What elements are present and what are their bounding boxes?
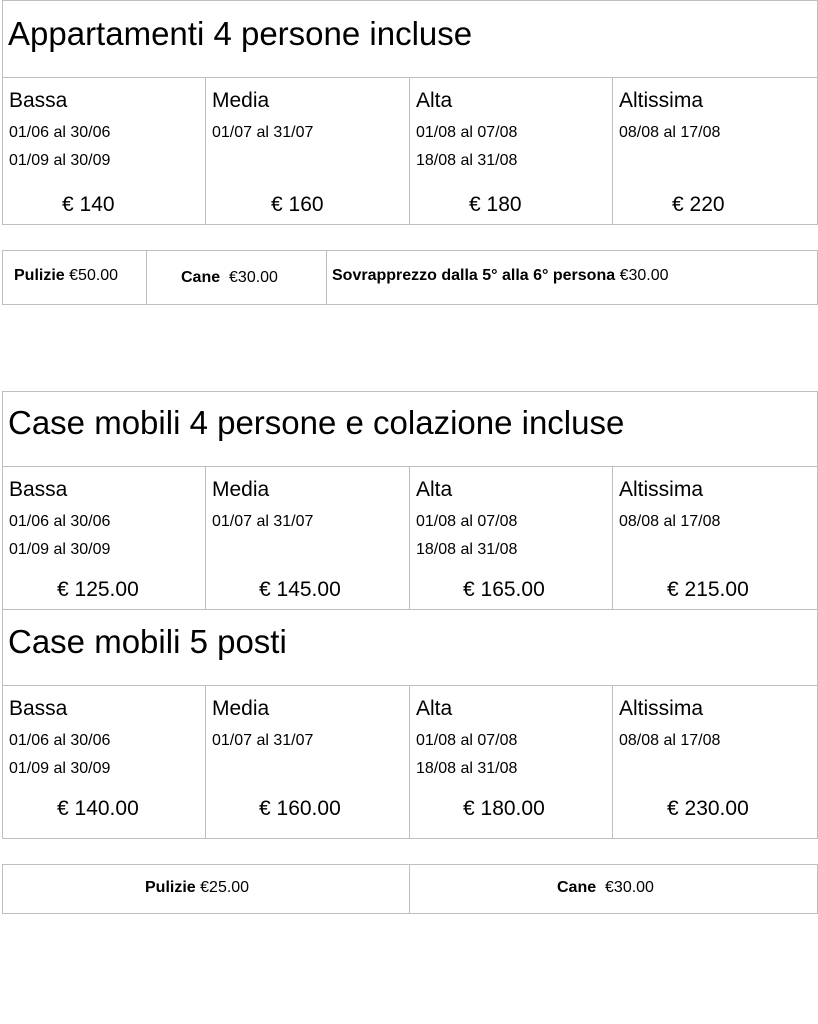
section-divider [2, 609, 818, 610]
date-range: 01/07 al 31/07 [212, 732, 314, 749]
date-range: 01/08 al 07/08 [416, 513, 518, 530]
season-dates [9, 727, 110, 783]
date-range: 18/08 al 31/08 [416, 152, 518, 169]
season-name: Alta [416, 89, 453, 112]
column-divider [612, 466, 613, 609]
season-dates [416, 508, 517, 564]
cleaning-fee [145, 880, 249, 896]
date-range: 01/09 al 30/09 [9, 152, 111, 169]
fee-value: €50.00 [69, 267, 119, 284]
extras-divider [326, 250, 327, 305]
apartments-title: Appartamenti 4 persone incluse [8, 15, 473, 52]
column-divider [205, 466, 206, 609]
date-range: 01/09 al 30/09 [9, 541, 111, 558]
date-range: 01/08 al 07/08 [416, 732, 518, 749]
season-name: Altissima [619, 697, 704, 720]
fee-label: Cane [557, 879, 597, 896]
section-divider [2, 685, 818, 686]
season-name: Bassa [9, 697, 68, 720]
season-name: Media [212, 89, 270, 112]
season-dates [619, 727, 720, 755]
season-name: Altissima [619, 478, 704, 501]
date-range: 01/08 al 07/08 [416, 124, 518, 141]
mobile-homes-table [2, 391, 818, 839]
date-range: 18/08 al 31/08 [416, 760, 518, 777]
extra-person-fee [332, 268, 669, 284]
column-divider [409, 77, 410, 225]
mobile-homes-extras [2, 864, 818, 914]
season-price: € 140.00 [57, 797, 139, 820]
season-dates [619, 508, 720, 536]
season-price: € 160 [271, 193, 324, 216]
season-dates [619, 119, 720, 147]
date-range: 01/06 al 30/06 [9, 513, 111, 530]
season-dates [212, 508, 313, 536]
dog-fee [181, 270, 278, 286]
season-dates [9, 508, 110, 564]
season-price: € 215.00 [667, 578, 749, 601]
date-range: 08/08 al 17/08 [619, 513, 721, 530]
season-dates [9, 119, 110, 175]
season-price: € 180 [469, 193, 522, 216]
date-range: 08/08 al 17/08 [619, 732, 721, 749]
date-range: 01/07 al 31/07 [212, 513, 314, 530]
column-divider [409, 685, 410, 839]
season-name: Media [212, 697, 270, 720]
season-dates [212, 119, 313, 147]
season-price: € 180.00 [463, 797, 545, 820]
column-divider [612, 77, 613, 225]
fee-label: Cane [181, 269, 221, 286]
fee-label: Pulizie [145, 879, 196, 896]
date-range: 01/07 al 31/07 [212, 124, 314, 141]
season-name: Altissima [619, 89, 704, 112]
date-range: 08/08 al 17/08 [619, 124, 721, 141]
season-price: € 165.00 [463, 578, 545, 601]
season-name: Media [212, 478, 270, 501]
mobile-homes-breakfast-title: Case mobili 4 persone e colazione incluse [8, 404, 625, 441]
dog-fee [557, 880, 654, 896]
season-price: € 230.00 [667, 797, 749, 820]
date-range: 01/09 al 30/09 [9, 760, 111, 777]
season-dates [212, 727, 313, 755]
date-range: 01/06 al 30/06 [9, 124, 111, 141]
section-divider [2, 466, 818, 467]
cleaning-fee [14, 268, 118, 284]
season-name: Bassa [9, 89, 68, 112]
season-price: € 125.00 [57, 578, 139, 601]
fee-value: €30.00 [605, 879, 654, 896]
fee-value: €30.00 [619, 267, 669, 284]
extras-divider [146, 250, 147, 305]
fee-value: €25.00 [200, 879, 250, 896]
season-price: € 220 [672, 193, 725, 216]
season-dates [416, 119, 517, 175]
season-name: Alta [416, 478, 453, 501]
column-divider [409, 466, 410, 609]
fee-label: Sovrapprezzo dalla 5° alla 6° persona [332, 267, 616, 284]
mobile-homes-5-title: Case mobili 5 posti [8, 623, 287, 660]
season-price: € 145.00 [259, 578, 341, 601]
date-range: 18/08 al 31/08 [416, 541, 518, 558]
date-range: 01/06 al 30/06 [9, 732, 111, 749]
fee-label: Pulizie [14, 267, 65, 284]
fee-value: €30.00 [229, 269, 278, 286]
season-name: Bassa [9, 478, 68, 501]
column-divider [205, 77, 206, 225]
column-divider [205, 685, 206, 839]
column-divider [612, 685, 613, 839]
season-price: € 140 [62, 193, 115, 216]
season-name: Alta [416, 697, 453, 720]
season-price: € 160.00 [259, 797, 341, 820]
apartments-title-divider [2, 77, 818, 78]
season-dates [416, 727, 517, 783]
extras-divider [409, 864, 410, 914]
